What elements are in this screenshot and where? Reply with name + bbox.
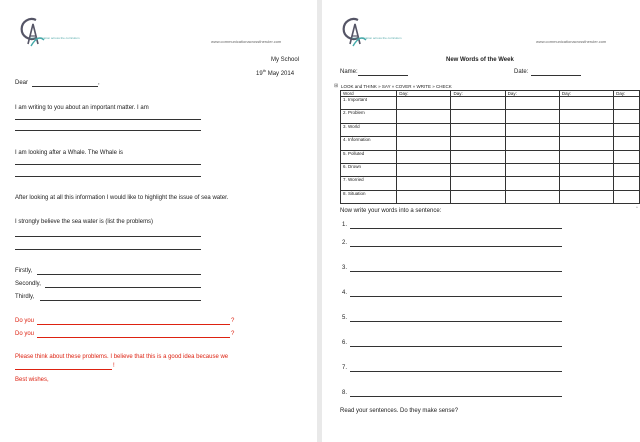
- day-cell[interactable]: [559, 110, 613, 123]
- day-cell[interactable]: [505, 190, 559, 203]
- dear-label: Dear: [15, 80, 29, 86]
- logo-icon: [336, 14, 372, 48]
- sentence-number: 3.: [342, 265, 348, 271]
- dear-comma: ,: [98, 80, 100, 86]
- writing-line[interactable]: [45, 287, 201, 288]
- paragraph-2: I am looking after a Whale. The Whale is: [15, 150, 123, 156]
- day-cell[interactable]: [559, 137, 613, 150]
- table-resize-handle-icon[interactable]: ▫: [636, 205, 638, 211]
- writing-line[interactable]: [15, 164, 201, 165]
- website-url: www.communicationacrosstheruler.com: [536, 39, 607, 44]
- sentence-number: 8.: [342, 390, 348, 396]
- day-cell[interactable]: [451, 190, 505, 203]
- day-cell[interactable]: [614, 150, 640, 163]
- day-cell[interactable]: [397, 123, 451, 136]
- sentence-number: 6.: [342, 340, 348, 346]
- day-cell[interactable]: [559, 150, 613, 163]
- writing-line[interactable]: [15, 236, 201, 237]
- day-cell[interactable]: [505, 177, 559, 190]
- header-day: Day:: [559, 91, 613, 97]
- day-cell[interactable]: [559, 163, 613, 176]
- sentence-line[interactable]: [350, 346, 562, 347]
- header-day: Day:: [614, 91, 640, 97]
- day-cell[interactable]: [614, 110, 640, 123]
- day-cell[interactable]: [559, 123, 613, 136]
- sentence-line[interactable]: [350, 321, 562, 322]
- exclamation-mark: !: [113, 363, 115, 369]
- instruction-text: LOOK and THINK » SAY » COVER » WRITE » CHECK: [341, 84, 452, 89]
- day-cell[interactable]: [451, 163, 505, 176]
- header-day: Day:: [505, 91, 559, 97]
- word-cell: 1. Important: [341, 97, 397, 110]
- closing-text: Read your sentences. Do they make sense?: [340, 408, 459, 414]
- day-cell[interactable]: [559, 190, 613, 203]
- date-label: Date:: [514, 69, 529, 75]
- website-url: www.communicationacrosstheruler.com: [211, 39, 282, 44]
- red-writing-line[interactable]: [37, 337, 230, 338]
- table-row: [341, 163, 640, 176]
- sentence-line[interactable]: [350, 396, 562, 397]
- sentence-number: 7.: [342, 365, 348, 371]
- day-cell[interactable]: [397, 97, 451, 110]
- day-cell[interactable]: [505, 97, 559, 110]
- day-cell[interactable]: [397, 110, 451, 123]
- letter-page: [0, 0, 317, 442]
- day-cell[interactable]: [614, 137, 640, 150]
- day-cell[interactable]: [505, 137, 559, 150]
- secondly-label: Secondly,: [15, 281, 41, 287]
- table-row: [341, 150, 640, 163]
- day-cell[interactable]: [397, 190, 451, 203]
- day-cell[interactable]: [505, 123, 559, 136]
- name-field[interactable]: [358, 75, 408, 76]
- word-cell: 2. Problem: [341, 110, 397, 123]
- sentence-number: 4.: [342, 290, 348, 296]
- table-row: [341, 137, 640, 150]
- day-cell[interactable]: [614, 123, 640, 136]
- please-paragraph: Please think about these problems. I believe that this is a good idea because we: [15, 354, 229, 360]
- sentence-number: 5.: [342, 315, 348, 321]
- sentence-line[interactable]: [350, 228, 562, 229]
- sentence-line[interactable]: [350, 246, 562, 247]
- question-mark-2: ?: [231, 331, 235, 337]
- writing-line[interactable]: [15, 176, 201, 177]
- day-cell[interactable]: [397, 137, 451, 150]
- writing-line[interactable]: [15, 130, 201, 131]
- day-cell[interactable]: [505, 110, 559, 123]
- logo-text: communication across the curriculum: [352, 36, 402, 40]
- do-you-label-2: Do you: [15, 331, 35, 337]
- word-cell: 5. Polluted: [341, 150, 397, 163]
- day-cell[interactable]: [614, 177, 640, 190]
- day-cell[interactable]: [559, 97, 613, 110]
- table-move-handle-icon[interactable]: ⊞: [334, 83, 339, 89]
- writing-line[interactable]: [15, 119, 201, 120]
- header-day: Day:: [397, 91, 451, 97]
- writing-line[interactable]: [15, 249, 201, 250]
- sentence-number: 2.: [342, 240, 348, 246]
- word-cell: 7. Worried: [341, 177, 397, 190]
- do-you-label-1: Do you: [15, 318, 35, 324]
- table-row: [341, 97, 640, 110]
- school-name: My School: [271, 57, 300, 63]
- sentence-number: 1.: [342, 222, 348, 228]
- sentence-line[interactable]: [350, 296, 562, 297]
- sentence-line[interactable]: [350, 271, 562, 272]
- header-day: Day:: [451, 91, 505, 97]
- letter-date: 19th May 2014: [256, 68, 295, 77]
- table-row: [341, 177, 640, 190]
- date-field[interactable]: [531, 75, 581, 76]
- day-cell[interactable]: [451, 123, 505, 136]
- sentence-prompt: Now write your words into a sentence:: [340, 208, 442, 214]
- day-cell[interactable]: [559, 177, 613, 190]
- table-row: [341, 123, 640, 136]
- writing-line[interactable]: [37, 274, 201, 275]
- header-word: Word: [341, 91, 397, 97]
- sign-off: Best wishes,: [15, 377, 49, 383]
- day-cell[interactable]: [397, 150, 451, 163]
- day-cell[interactable]: [614, 163, 640, 176]
- logo-text: communication across the curriculum: [30, 36, 80, 40]
- firstly-label: Firstly,: [15, 268, 33, 274]
- day-cell[interactable]: [505, 163, 559, 176]
- day-cell[interactable]: [505, 150, 559, 163]
- day-cell[interactable]: [451, 150, 505, 163]
- sentence-line[interactable]: [350, 371, 562, 372]
- paragraph-1: I am writing to you about an important matter. I am: [15, 105, 149, 111]
- table-row: [341, 110, 640, 123]
- paragraph-4: I strongly believe the sea water is (list the problems): [15, 219, 154, 225]
- thirdly-label: Thirdly,: [15, 294, 35, 300]
- table-row: [341, 190, 640, 203]
- word-cell: 3. World: [341, 123, 397, 136]
- day-cell[interactable]: [451, 97, 505, 110]
- worksheet-page: [322, 0, 640, 442]
- day-cell[interactable]: [397, 163, 451, 176]
- word-cell: 4. Information: [341, 137, 397, 150]
- red-writing-line[interactable]: [15, 369, 112, 370]
- worksheet-title: New Words of the Week: [446, 57, 514, 63]
- day-cell[interactable]: [451, 110, 505, 123]
- word-cell: 8. Situation: [341, 190, 397, 203]
- question-mark-1: ?: [231, 318, 235, 324]
- writing-line[interactable]: [40, 300, 201, 301]
- red-writing-line[interactable]: [37, 324, 230, 325]
- name-label: Name:: [340, 69, 358, 75]
- day-cell[interactable]: [614, 190, 640, 203]
- day-cell[interactable]: [451, 177, 505, 190]
- word-cell: 6. Drown: [341, 163, 397, 176]
- day-cell[interactable]: [397, 177, 451, 190]
- words-table: [340, 90, 640, 204]
- day-cell[interactable]: [614, 97, 640, 110]
- paragraph-3: After looking at all this information I would like to highlight the issue of sea water.: [15, 195, 229, 201]
- logo-icon: [14, 14, 50, 48]
- dear-line[interactable]: [32, 86, 98, 87]
- day-cell[interactable]: [451, 137, 505, 150]
